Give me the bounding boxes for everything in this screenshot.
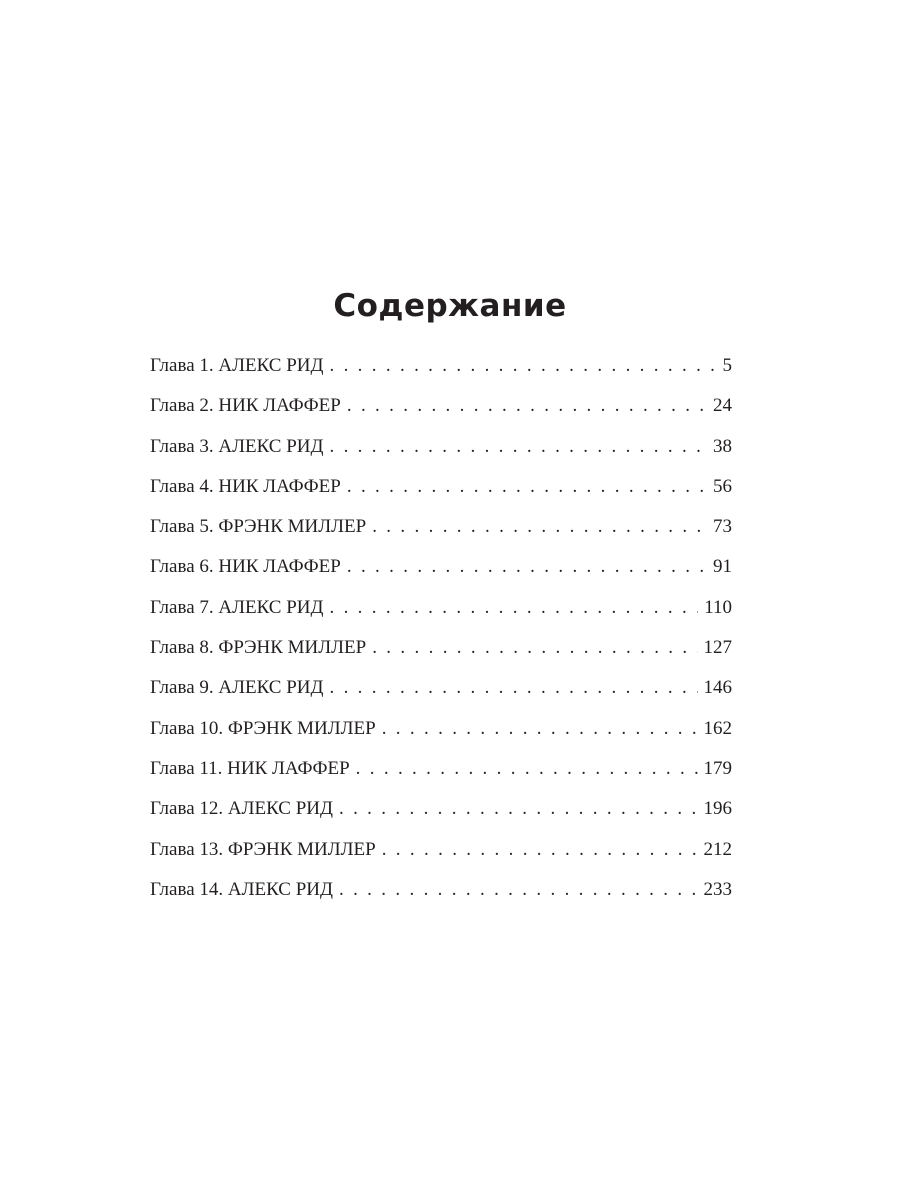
toc-entry-page: 38 (713, 435, 732, 457)
toc-dot-leader (372, 634, 697, 662)
toc-entry[interactable] (150, 715, 732, 755)
toc-entry-page: 179 (703, 757, 732, 779)
page-title: Содержание (333, 288, 567, 324)
toc-entry-label: Глава 5. ФРЭНК МИЛЛЕР (150, 516, 367, 538)
toc-entry[interactable] (150, 674, 732, 714)
toc-entry-label: Глава 4. НИК ЛАФФЕР (150, 475, 341, 497)
toc-entry[interactable] (150, 755, 732, 795)
toc-dot-leader (347, 553, 707, 581)
toc-dot-leader (382, 836, 698, 864)
toc-entry-label: Глава 10. ФРЭНК МИЛЛЕР (150, 717, 376, 739)
toc-dot-leader (356, 755, 698, 783)
toc-entry-label: Глава 9. АЛЕКС РИД (150, 677, 324, 699)
toc-entry-page: 212 (703, 838, 732, 860)
toc-dot-leader (347, 392, 707, 420)
toc-entry[interactable] (150, 433, 732, 473)
toc-entry[interactable] (150, 553, 732, 593)
toc-entry-label: Глава 2. НИК ЛАФФЕР (150, 395, 341, 417)
toc-entry-page: 162 (703, 717, 732, 739)
toc-entry-page: 146 (703, 677, 732, 699)
toc-entry-label: Глава 11. НИК ЛАФФЕР (150, 757, 350, 779)
toc-entry-label: Глава 12. АЛЕКС РИД (150, 798, 333, 820)
toc-entry-page: 91 (713, 556, 732, 578)
toc-entry[interactable] (150, 795, 732, 835)
toc-entry-label: Глава 7. АЛЕКС РИД (150, 596, 324, 618)
toc-entry-label: Глава 6. НИК ЛАФФЕР (150, 556, 341, 578)
toc-dot-leader (329, 352, 716, 380)
toc-entry-page: 5 (722, 355, 732, 376)
toc-dot-leader (339, 795, 698, 823)
toc-dot-leader (347, 473, 707, 501)
toc-entry[interactable] (150, 352, 732, 392)
toc-entry[interactable] (150, 836, 732, 876)
toc-entry-page: 233 (703, 878, 732, 900)
toc-entry-page: 73 (713, 516, 732, 538)
toc-entry-label: Глава 13. ФРЭНК МИЛЛЕР (150, 838, 376, 860)
toc-entry-page: 196 (703, 798, 732, 820)
toc-entry-page: 56 (713, 475, 732, 497)
toc-entry-page: 24 (713, 395, 732, 417)
toc-entry-page: 127 (703, 637, 732, 659)
toc-entry-page: 110 (704, 596, 732, 618)
toc-dot-leader (339, 876, 698, 904)
toc-dot-leader (329, 674, 697, 702)
toc-entry[interactable] (150, 513, 732, 553)
toc-dot-leader (382, 715, 698, 743)
toc-entry-label: Глава 14. АЛЕКС РИД (150, 878, 333, 900)
toc-entry[interactable] (150, 473, 732, 513)
toc-entry[interactable] (150, 876, 732, 916)
table-of-contents (150, 352, 732, 916)
toc-entry-label: Глава 3. АЛЕКС РИД (150, 435, 324, 457)
toc-dot-leader (329, 594, 698, 622)
toc-entry-label: Глава 1. АЛЕКС РИД (150, 355, 324, 376)
toc-dot-leader (329, 433, 707, 461)
toc-entry[interactable] (150, 634, 732, 674)
toc-entry[interactable] (150, 594, 732, 634)
toc-dot-leader (372, 513, 707, 541)
toc-entry-label: Глава 8. ФРЭНК МИЛЛЕР (150, 637, 367, 659)
toc-entry[interactable] (150, 392, 732, 432)
